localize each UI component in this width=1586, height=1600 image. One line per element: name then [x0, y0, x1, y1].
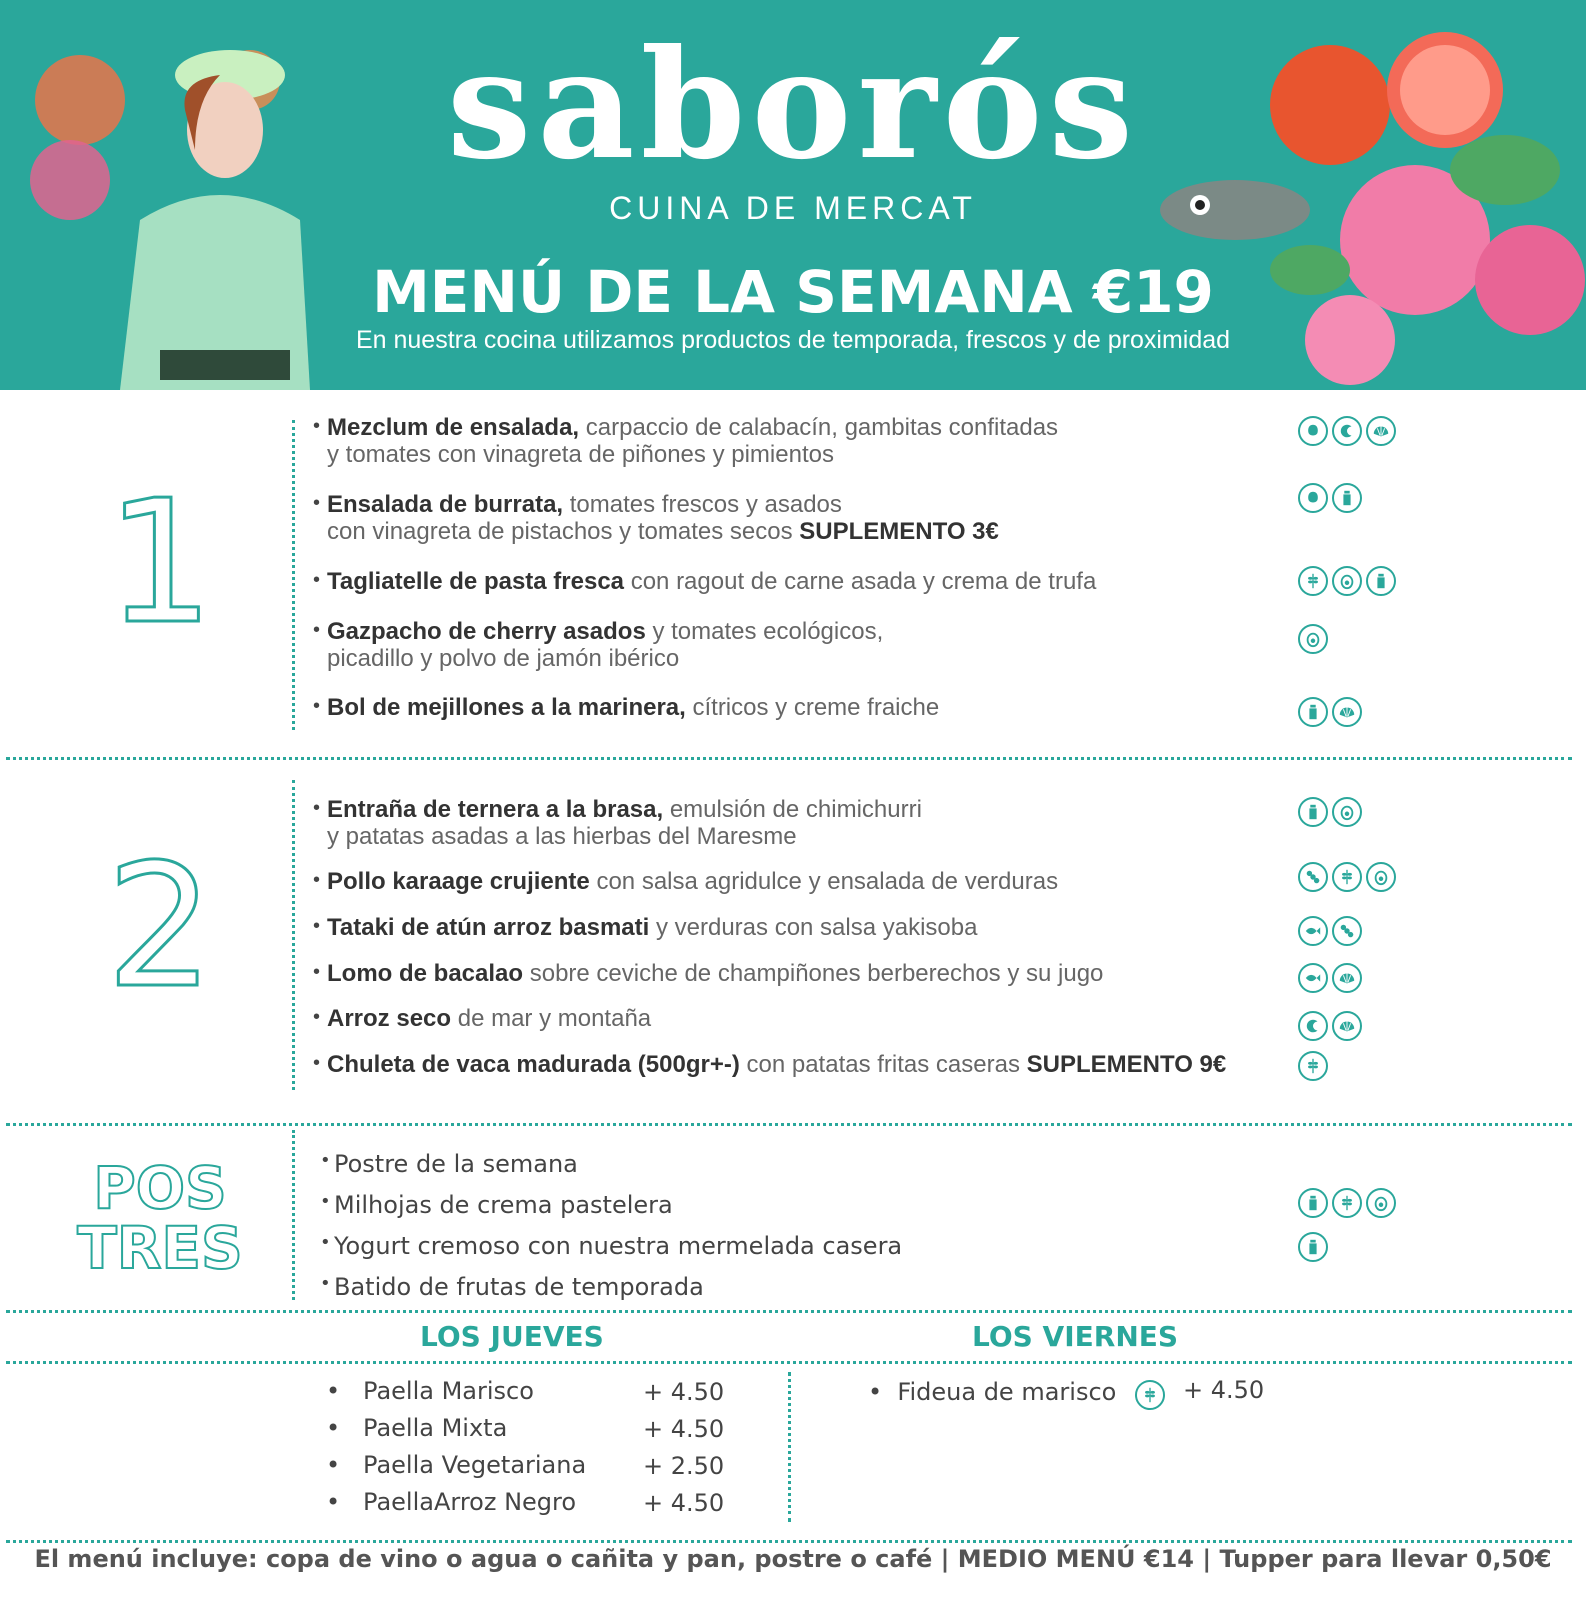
allergen-icons: [1298, 624, 1328, 654]
allergen-icons: [1298, 1051, 1328, 1081]
allergen-icons: [1298, 916, 1362, 946]
gluten-icon: [1298, 1051, 1328, 1081]
menu-item: • Gazpacho de cherry asados y tomates ecológicos, picadillo y polvo de jamón ibérico: [313, 618, 884, 672]
gluten-icon: [1135, 1380, 1165, 1410]
friday-title: LOS VIERNES: [972, 1320, 1179, 1353]
thursday-price: + 2.50: [643, 1452, 725, 1480]
section-divider-vertical: [292, 780, 295, 1090]
brand-logo: saborós: [446, 17, 1140, 193]
shellfish-icon: [1332, 1011, 1362, 1041]
header-banner: [0, 0, 1586, 390]
brand-subtitle: CUINA DE MERCAT: [609, 190, 977, 226]
milk-icon: [1298, 1188, 1328, 1218]
milk-icon: [1298, 697, 1328, 727]
section-number-second: 2: [105, 828, 215, 1026]
gluten-icon: [1332, 862, 1362, 892]
allergen-icons: [1298, 1011, 1362, 1041]
egg-icon: [1298, 624, 1328, 654]
crustacean-icon: [1332, 416, 1362, 446]
crustacean-icon: [1298, 1011, 1328, 1041]
allergen-icons: [1298, 566, 1396, 596]
allergen-icons: [1298, 797, 1362, 827]
fish-icon: [1298, 916, 1328, 946]
egg-icon: [1366, 1188, 1396, 1218]
milk-icon: [1298, 797, 1328, 827]
egg-icon: [1332, 797, 1362, 827]
allergen-icons: [1298, 416, 1396, 446]
menu-item: • Lomo de bacalao sobre ceviche de champiñones berberechos y su jugo: [313, 960, 1104, 987]
menu-item: • Tataki de atún arroz basmati y verduras con salsa yakisoba: [313, 914, 978, 941]
soy-icon: [1332, 916, 1362, 946]
nut-icon: [1298, 416, 1328, 446]
section-number-first: 1: [105, 464, 215, 662]
menu-item: • Chuleta de vaca madurada (500gr+-) con patatas fritas caseras SUPLEMENTO 9€: [313, 1051, 1227, 1078]
allergen-icons: [1298, 1232, 1328, 1262]
dessert-item: • Yogurt cremoso con nuestra mermelada casera: [320, 1232, 903, 1260]
milk-icon: [1366, 566, 1396, 596]
menu-item: • Ensalada de burrata, tomates frescos y asados con vinagreta de pistachos y tomates secos SUPLEMENTO 3€: [313, 491, 999, 545]
dessert-item: • Milhojas de crema pastelera: [320, 1191, 673, 1219]
allergen-icons: [1298, 483, 1362, 513]
menu-item: • Bol de mejillones a la marinera, cítricos y creme fraiche: [313, 694, 940, 721]
allergen-icons: [1135, 1380, 1165, 1410]
section-divider-vertical: [292, 1130, 295, 1300]
thursday-item: • Paella Vegetariana: [326, 1451, 587, 1479]
milk-icon: [1298, 1232, 1328, 1262]
nut-icon: [1298, 483, 1328, 513]
fish-icon: [1298, 963, 1328, 993]
allergen-icons: [1298, 1188, 1396, 1218]
milk-icon: [1332, 483, 1362, 513]
desserts-label-line2: TRES: [77, 1214, 243, 1282]
menu-item: • Mezclum de ensalada, carpaccio de calabacín, gambitas confitadas y tomates con vinagreta de piñones y pimientos: [313, 414, 1059, 468]
thursday-item: • Paella Marisco: [326, 1377, 534, 1405]
thursday-title: LOS JUEVES: [420, 1320, 604, 1353]
soy-icon: [1298, 862, 1328, 892]
column-divider: [788, 1372, 791, 1522]
section-divider: [6, 1123, 1572, 1126]
desserts-label-line1: POS: [93, 1154, 227, 1222]
section-divider-vertical: [292, 420, 295, 730]
dessert-item: • Postre de la semana: [320, 1150, 578, 1178]
egg-icon: [1366, 862, 1396, 892]
friday-item: • Fideua de marisco: [868, 1378, 1117, 1406]
menu-item: • Arroz seco de mar y montaña: [313, 1005, 652, 1032]
thursday-item: • PaellaArroz Negro: [326, 1488, 577, 1516]
menu-title: MENÚ DE LA SEMANA €19: [372, 258, 1214, 326]
egg-icon: [1332, 566, 1362, 596]
tagline: En nuestra cocina utilizamos productos de temporada, frescos y de proximidad: [355, 326, 1231, 354]
shellfish-icon: [1332, 697, 1362, 727]
shellfish-icon: [1366, 416, 1396, 446]
menu-item: • Pollo karaage crujiente con salsa agridulce y ensalada de verduras: [313, 868, 1059, 895]
menu-item: • Entraña de ternera a la brasa, emulsión de chimichurri y patatas asadas a las hierbas del Maresme: [313, 796, 922, 850]
footer-note: El menú incluye: copa de vino o agua o cañita y pan, postre o café | MEDIO MENÚ €14 | Tupper para llevar 0,50€: [34, 1545, 1552, 1573]
gluten-icon: [1332, 1188, 1362, 1218]
thursday-item: • Paella Mixta: [326, 1414, 508, 1442]
thursday-price: + 4.50: [643, 1378, 725, 1406]
menu-item: • Tagliatelle de pasta fresca con ragout de carne asada y crema de trufa: [313, 568, 1097, 595]
friday-price: + 4.50: [1183, 1376, 1265, 1404]
thursday-price: + 4.50: [643, 1489, 725, 1517]
section-divider: [6, 1310, 1572, 1313]
thursday-price: + 4.50: [643, 1415, 725, 1443]
gluten-icon: [1298, 566, 1328, 596]
section-divider: [6, 1361, 1572, 1364]
section-divider: [6, 757, 1572, 760]
allergen-icons: [1298, 963, 1362, 993]
section-divider: [6, 1540, 1572, 1543]
dessert-item: • Batido de frutas de temporada: [320, 1273, 704, 1301]
allergen-icons: [1298, 862, 1396, 892]
shellfish-icon: [1332, 963, 1362, 993]
allergen-icons: [1298, 697, 1362, 727]
